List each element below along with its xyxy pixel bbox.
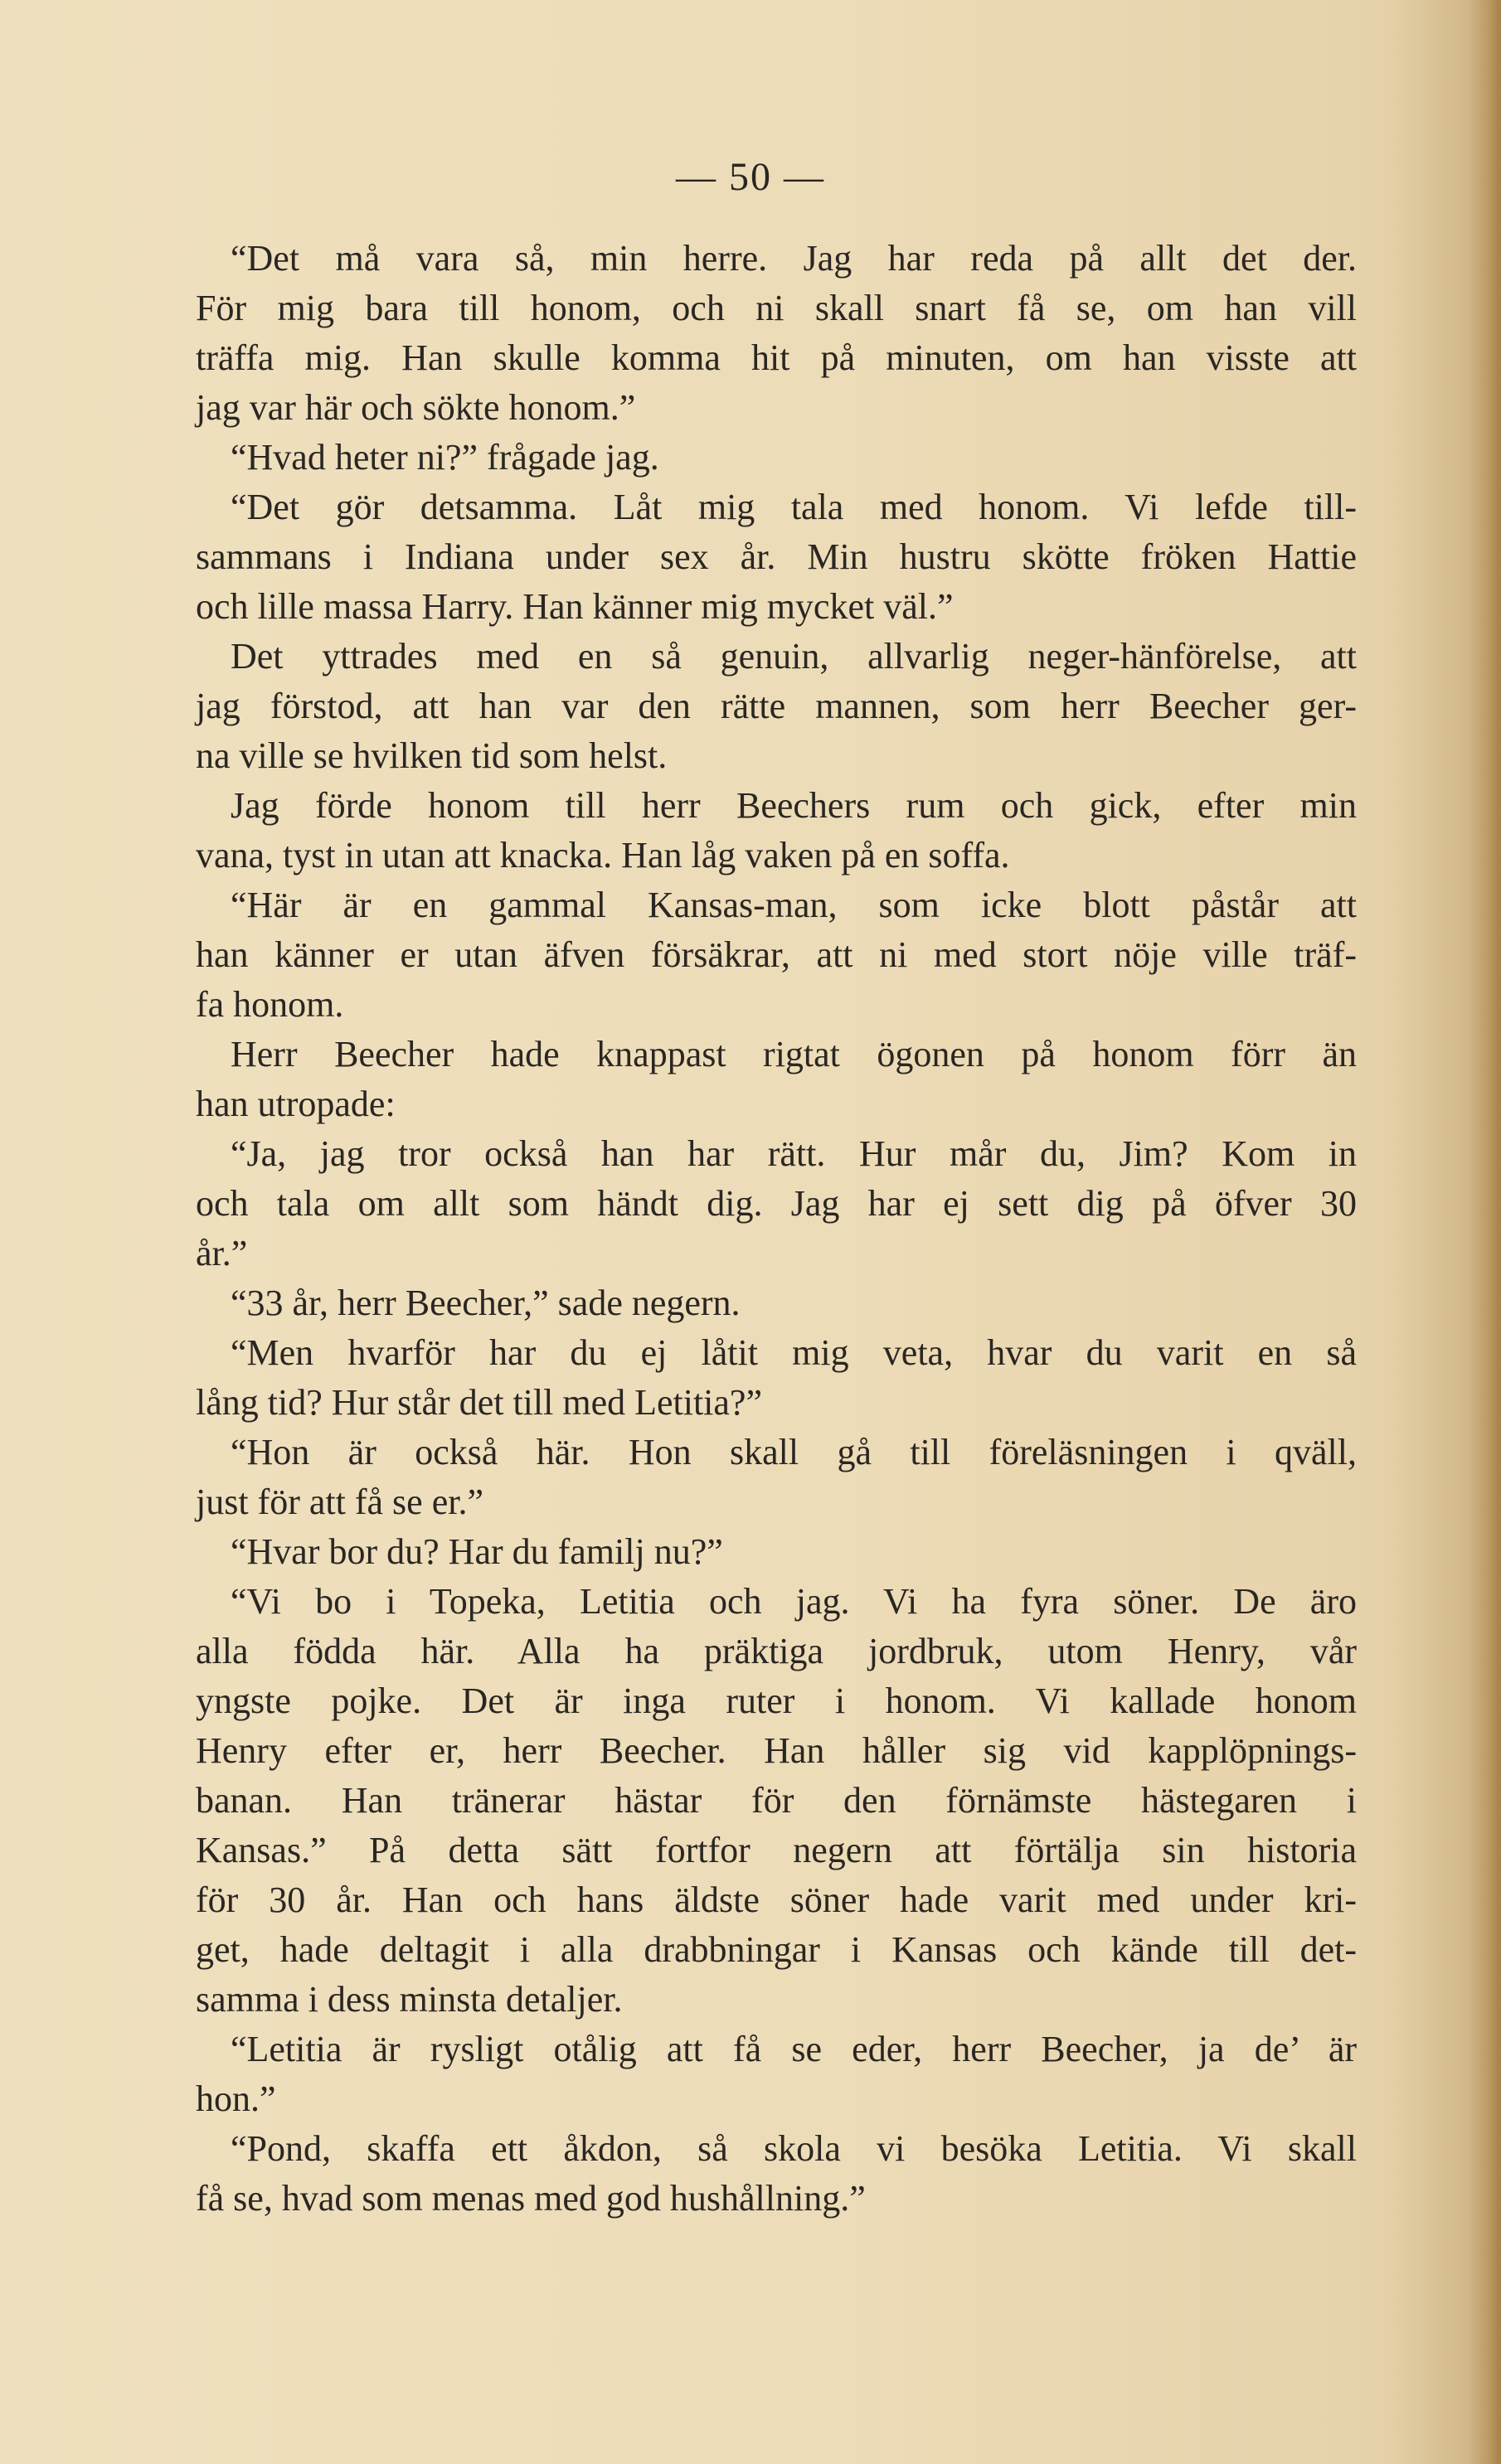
text-line: “Letitia är rysligt otålig att få se eder, herr Beecher, ja de’ är	[231, 2029, 1357, 2069]
text-line: han utropade:	[196, 1084, 396, 1124]
text-line: Herr Beecher hade knappast rigtat ögonen på honom förr än	[231, 1034, 1357, 1074]
text-line: få se, hvad som menas med god hushållning.”	[196, 2178, 866, 2219]
text-line: han känner er utan äfven försäkrar, att ni med stort nöje ville träf-	[196, 934, 1357, 975]
text-line: fa honom.	[196, 984, 344, 1025]
text-line: “Vi bo i Topeka, Letitia och jag. Vi ha fyra söner. De äro	[231, 1581, 1357, 1622]
text-line: Henry efter er, herr Beecher. Han håller sig vid kapplöpnings-	[196, 1730, 1357, 1771]
text-line: “Ja, jag tror också han har rätt. Hur mår du, Jim? Kom in	[231, 1133, 1357, 1174]
body-text	[196, 234, 1357, 2224]
text-line: na ville se hvilken tid som helst.	[196, 735, 668, 776]
text-line: jag förstod, att han var den rätte mannen, som herr Beecher ger-	[196, 686, 1357, 726]
text-line: För mig bara till honom, och ni skall snart få se, om han vill	[196, 288, 1357, 328]
text-line: alla födda här. Alla ha präktiga jordbruk, utom Henry, vår	[196, 1631, 1357, 1671]
text-line: “33 år, herr Beecher,” sade negern.	[231, 1283, 741, 1323]
text-line: “Hvar bor du? Har du familj nu?”	[231, 1531, 723, 1572]
text-line: jag var här och sökte honom.”	[196, 387, 636, 428]
text-line: yngste pojke. Det är inga ruter i honom. Vi kallade honom	[196, 1681, 1357, 1721]
text-line: “Hvad heter ni?” frågade jag.	[231, 437, 659, 478]
text-line: lång tid? Hur står det till med Letitia?”	[196, 1382, 762, 1423]
text-line: vana, tyst in utan att knacka. Han låg vaken på en soffa.	[196, 835, 1010, 875]
text-line: och lille massa Harry. Han känner mig mycket väl.”	[196, 586, 954, 627]
text-line: “Här är en gammal Kansas-man, som icke blott påstår att	[231, 885, 1357, 925]
text-line: “Pond, skaffa ett åkdon, så skola vi besöka Letitia. Vi skall	[231, 2128, 1357, 2169]
text-line: sammans i Indiana under sex år. Min hustru skötte fröken Hattie	[196, 536, 1357, 577]
text-line: just för att få se er.”	[196, 1482, 483, 1522]
text-line: hon.”	[196, 2078, 276, 2119]
text-line: banan. Han tränerar hästar för den förnämste hästegaren i	[196, 1780, 1357, 1821]
text-line: Jag förde honom till herr Beechers rum och gick, efter min	[231, 785, 1357, 826]
page-number: — 50 —	[676, 155, 825, 199]
page-edge-shadow	[1468, 0, 1501, 2464]
text-line: och tala om allt som händt dig. Jag har ej sett dig på öfver 30	[196, 1183, 1357, 1224]
text-line: get, hade deltagit i alla drabbningar i Kansas och kände till det-	[196, 1929, 1357, 1970]
text-line: “Det må vara så, min herre. Jag har reda på allt det der.	[231, 238, 1357, 279]
text-line: “Det gör detsamma. Låt mig tala med honom. Vi lefde till-	[231, 487, 1357, 527]
text-line: samma i dess minsta detaljer.	[196, 1979, 623, 2020]
text-line: Det yttrades med en så genuin, allvarlig neger-hänförelse, att	[231, 636, 1357, 677]
text-line: år.”	[196, 1233, 248, 1273]
text-line: Kansas.” På detta sätt fortfor negern att förtälja sin historia	[196, 1830, 1357, 1870]
text-line: “Hon är också här. Hon skall gå till föreläsningen i qväll,	[231, 1432, 1357, 1472]
text-line: “Men hvarför har du ej låtit mig veta, hvar du varit en så	[231, 1332, 1357, 1373]
text-line: för 30 år. Han och hans äldste söner hade varit med under kri-	[196, 1880, 1357, 1920]
text-line: träffa mig. Han skulle komma hit på minuten, om han visste att	[196, 337, 1357, 378]
